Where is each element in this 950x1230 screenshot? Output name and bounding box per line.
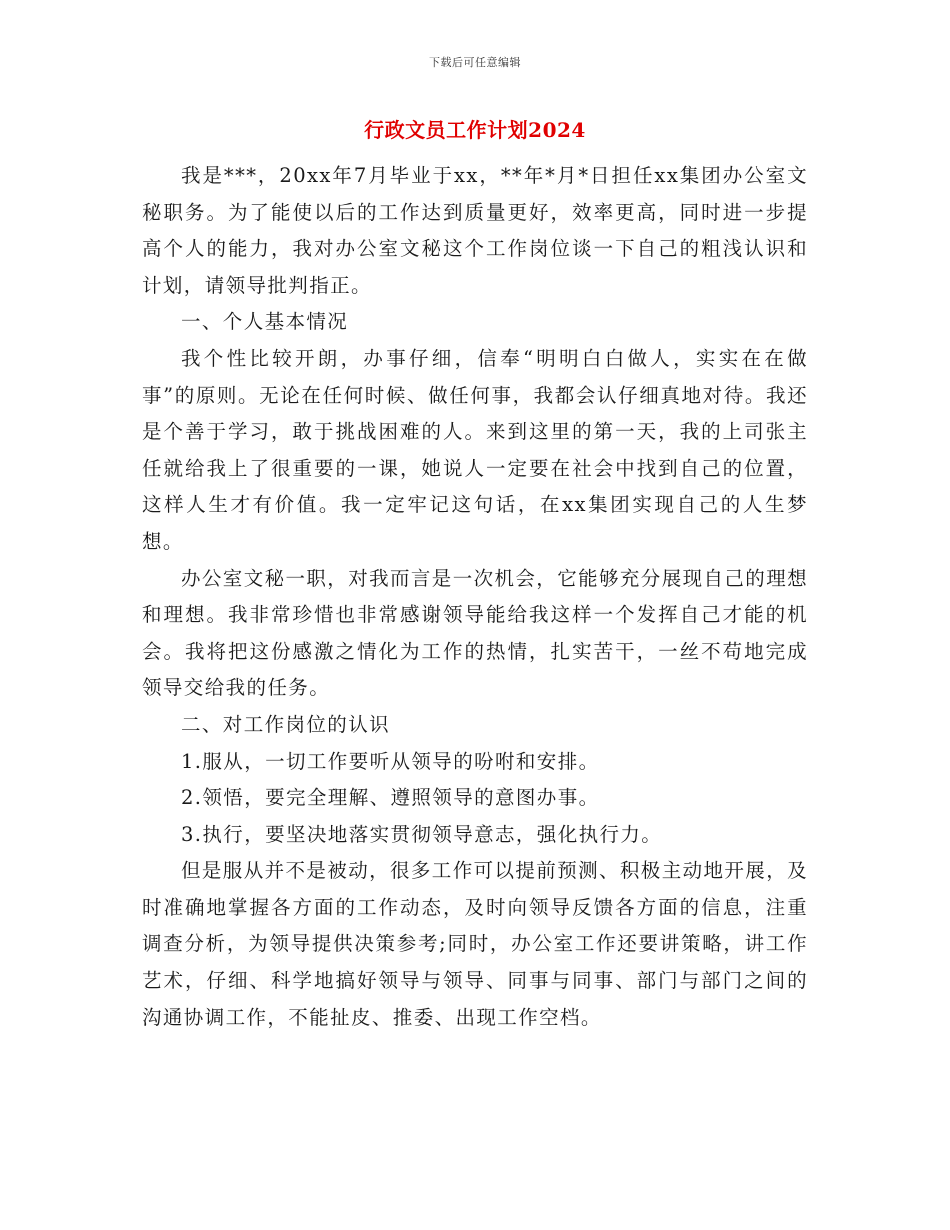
section-heading-personal-info: 一、个人基本情况 xyxy=(181,310,349,334)
paragraph-intro: 我是***，20xx年7月毕业于xx，**年*月*日担任xx集团办公室文秘职务。为了能使以后的工作达到质量更好，效率更高，同时进一步提高个人的能力，我对办公室文秘这个工作岗位谈一下自己的粗浅认识和计划，请领导批判指正。 xyxy=(142,164,808,297)
paragraph-proactive: 但是服从并不是被动，很多工作可以提前预测、积极主动地开展，及时准确地掌握各方面的工作动态，及时向领导反馈各方面的信息，注重调查分析，为领导提供决策参考;同时，办公室工作还要讲策略，讲工作艺术，仔细、科学地搞好领导与领导、同事与同事、部门与部门之间的沟通协调工作，不能扯皮、推委、出现工作空档。 xyxy=(142,859,809,1029)
list-item-execute: 3.执行，要坚决地落实贯彻领导意志，强化执行力。 xyxy=(181,822,663,846)
document-body xyxy=(142,158,808,1036)
document-title: 行政文员工作计划2024 xyxy=(364,118,586,142)
header-note: 下载后可任意编辑 xyxy=(429,56,521,69)
section-heading-job-understanding: 二、对工作岗位的认识 xyxy=(181,712,391,736)
list-item-comprehend: 2.领悟，要完全理解、遵照领导的意图办事。 xyxy=(181,786,600,810)
paragraph-personality: 我个性比较开朗，办事仔细，信奉“明明白白做人，实实在在做事”的原则。无论在任何时候、做任何事，我都会认仔细真地对待。我还是个善于学习，敢于挑战困难的人。来到这里的第一天，我的上司张主任就给我上了很重要的一课，她说人一定要在社会中找到自己的位置，这样人生才有价值。我一定牢记这句话，在xx集团实现自己的人生梦想。 xyxy=(142,346,808,553)
list-item-obey: 1.服从，一切工作要听从领导的吩咐和安排。 xyxy=(181,749,600,773)
paragraph-opportunity: 办公室文秘一职，对我而言是一次机会，它能够充分展现自己的理想和理想。我非常珍惜也非常感谢领导能给我这样一个发挥自己才能的机会。我将把这份感激之情化为工作的热情，扎实苦干，一丝不苟地完成领导交给我的任务。 xyxy=(142,566,809,700)
